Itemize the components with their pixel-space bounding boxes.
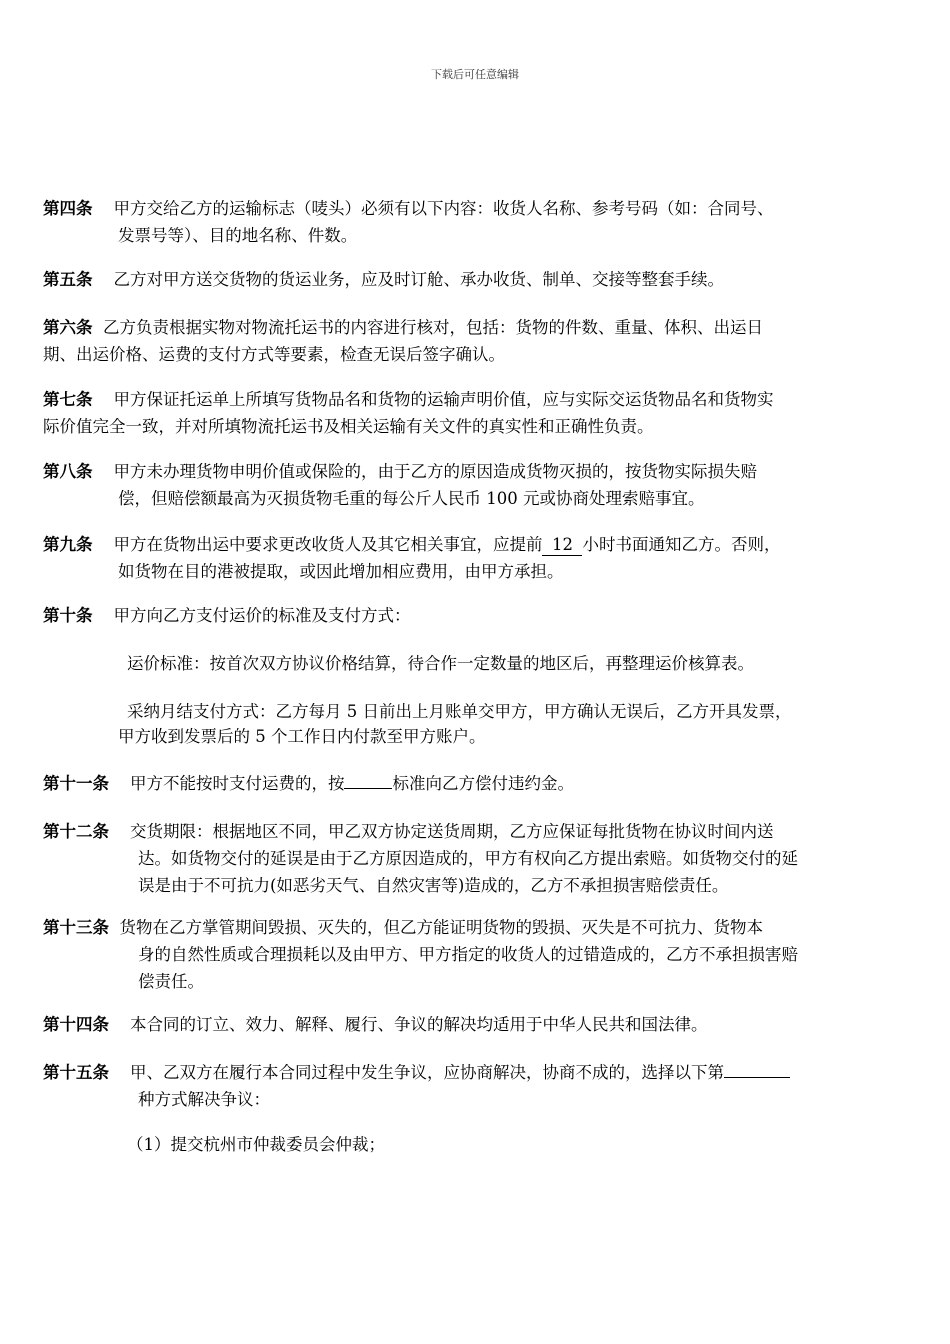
penalty-blank (344, 788, 392, 789)
clause-text: 乙方对甲方送交货物的货运业务，应及时订舱、承办收货、制单、交接等整套手续。 (113, 270, 724, 289)
clause-6 (43, 314, 913, 368)
clause-label: 第七条 (43, 390, 93, 409)
clause-7 (43, 386, 913, 440)
clause-text-cont: 身的自然性质或合理损耗以及由甲方、甲方指定的收货人的过错造成的，乙方不承担损害赔 (138, 945, 798, 964)
clause-label: 第五条 (43, 270, 93, 289)
clause-10 (43, 602, 913, 629)
clause-9 (43, 531, 913, 585)
clause-label: 第十四条 (43, 1015, 109, 1034)
clause-text: 交货期限：根据地区不同，甲乙双方协定送货周期，乙方应保证每批货物在协议时间内送 (129, 822, 774, 841)
clause-label: 第十三条 (43, 918, 109, 937)
clause-text-cont: 期、出运价格、运费的支付方式等要素，检查无误后签字确认。 (43, 345, 505, 364)
clause-label: 第九条 (43, 535, 93, 554)
clause-label: 第十一条 (43, 774, 109, 793)
clause-label: 第六条 (43, 318, 93, 337)
clause-text: 甲方不能按时支付运费的，按 (129, 774, 345, 793)
clause-text: 甲、乙双方在履行本合同过程中发生争议，应协商解决，协商不成的，选择以下第 (129, 1063, 724, 1082)
clause-12 (43, 818, 913, 899)
clause-text-cont: 偿责任。 (138, 972, 204, 991)
clause-text: 甲方未办理货物申明价值或保险的，由于乙方的原因造成货物灭损的，按货物实际损失赔 (113, 462, 757, 481)
clause-label: 第八条 (43, 462, 93, 481)
method-blank (724, 1077, 790, 1078)
clause-text: 小时书面通知乙方。否则， (582, 535, 781, 554)
clause-5 (43, 266, 913, 293)
clause-text: 甲方交给乙方的运输标志（唛头）必须有以下内容：收货人名称、参考号码（如：合同号、 (113, 199, 774, 218)
page-header: 下载后可任意编辑 (431, 68, 519, 81)
hours-blank: 12 (542, 535, 582, 556)
clause-11 (43, 770, 913, 797)
clause-text: 货物在乙方掌管期间毁损、灭失的，但乙方能证明货物的毁损、灭失是不可抗力、货物本 (119, 918, 763, 937)
clause-text: 本合同的订立、效力、解释、履行、争议的解决均适用于中华人民共和国法律。 (129, 1015, 708, 1034)
clause-8 (43, 458, 913, 512)
clause-text-cont: 发票号等）、目的地名称、件数。 (118, 226, 358, 245)
payment-method-cont: 甲方收到发票后的 5 个工作日内付款至甲方账户。 (118, 727, 486, 746)
payment-method: 采纳月结支付方式：乙方每月 5 日前出上月账单交甲方，甲方确认无误后，乙方开具发票， (127, 702, 792, 721)
clause-text-cont: 达。如货物交付的延误是由于乙方原因造成的，甲方有权向乙方提出索赔。如货物交付的延 (138, 849, 798, 868)
clause-text-cont: 偿，但赔偿额最高为灭损货物毛重的每公斤人民币 100 元或协商处理索赔事宜。 (118, 489, 705, 508)
clause-text: 甲方向乙方支付运价的标准及支付方式： (113, 606, 411, 625)
clause-4 (43, 195, 913, 249)
option-1: （1）提交杭州市仲裁委员会仲裁； (127, 1135, 385, 1154)
clause-text: 标准向乙方偿付违约金。 (392, 774, 574, 793)
clause-text: 甲方在货物出运中要求更改收货人及其它相关事宜，应提前 (113, 535, 543, 554)
clause-label: 第十五条 (43, 1063, 109, 1082)
clause-label: 第十条 (43, 606, 93, 625)
rate-standard: 运价标准：按首次双方协议价格结算，待合作一定数量的地区后，再整理运价核算表。 (127, 654, 754, 673)
clause-14 (43, 1011, 913, 1038)
clause-text: 乙方负责根据实物对物流托运书的内容进行核对，包括：货物的件数、重量、体积、出运日 (103, 318, 763, 337)
clause-label: 第十二条 (43, 822, 109, 841)
clause-label: 第四条 (43, 199, 93, 218)
clause-text-cont: 误是由于不可抗力(如恶劣天气、自然灾害等)造成的，乙方不承担损害赔偿责任。 (138, 876, 729, 895)
clause-text-cont: 际价值完全一致，并对所填物流托运书及相关运输有关文件的真实性和正确性负责。 (43, 417, 654, 436)
clause-text-cont: 种方式解决争议： (138, 1090, 270, 1109)
clause-13 (43, 914, 913, 995)
clause-text-cont: 如货物在目的港被提取，或因此增加相应费用，由甲方承担。 (118, 562, 564, 581)
clause-15 (43, 1059, 913, 1113)
clause-text: 甲方保证托运单上所填写货物品名和货物的运输声明价值，应与实际交运货物品名和货物实 (113, 390, 774, 409)
